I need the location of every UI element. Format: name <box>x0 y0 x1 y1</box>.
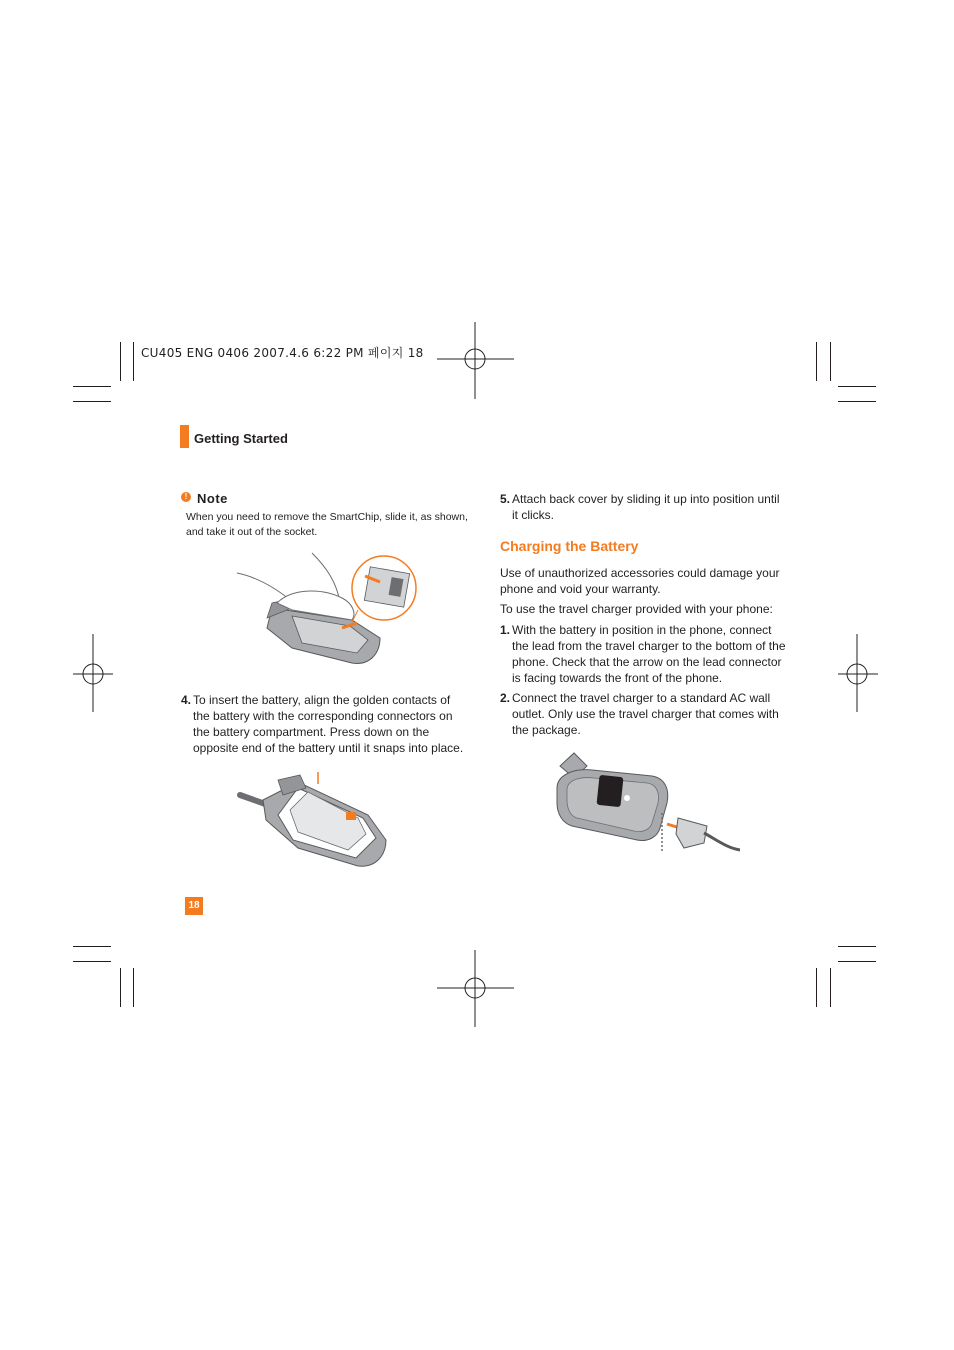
charging-step-1 <box>500 622 786 686</box>
step-number: 5. <box>500 492 511 506</box>
step-5 <box>500 491 786 523</box>
section-marker-bar <box>180 425 189 448</box>
step-text: With the battery in position in the phone, connect the lead from the travel charger to the bottom of the phone. Check that the arrow on the lead connector is facing towards the front of the phone. <box>512 623 786 685</box>
step-number: 1. <box>500 623 511 637</box>
charging-step-2 <box>500 690 786 738</box>
charging-heading: Charging the Battery <box>500 538 639 554</box>
step-number: 2. <box>500 691 511 705</box>
registration-mark-bottom <box>437 950 515 1028</box>
exclamation-icon: ! <box>181 492 191 502</box>
section-title: Getting Started <box>194 431 288 446</box>
step-text: Attach back cover by sliding it up into position until it clicks. <box>512 492 780 522</box>
step-text: To insert the battery, align the golden contacts of the battery with the corresponding connectors on the battery compartment. Press down on the opposite end of the battery until it snaps into place. <box>193 693 464 755</box>
step-number: 4. <box>181 693 192 707</box>
charging-warning: Use of unauthorized accessories could damage your phone and void your warranty. <box>500 566 780 596</box>
registration-mark-left <box>73 634 115 714</box>
step-text: Connect the travel charger to a standard AC wall outlet. Only use the travel charger that comes with the package. <box>512 691 779 737</box>
note-title: Note <box>197 491 228 506</box>
charging-intro: To use the travel charger provided with your phone: <box>500 602 773 616</box>
registration-mark-right <box>838 634 880 714</box>
page-number: 18 <box>185 897 203 915</box>
smartchip-removal-illustration <box>232 548 422 670</box>
step-4 <box>181 692 467 756</box>
battery-insertion-illustration <box>238 770 390 870</box>
registration-mark-top <box>437 322 515 400</box>
note-text: When you need to remove the SmartChip, slide it, as shown, and take it out of the socket. <box>186 511 468 538</box>
charger-connection-illustration <box>552 748 742 858</box>
print-slug-line: CU405 ENG 0406 2007.4.6 6:22 PM 페이지 18 <box>141 346 424 360</box>
